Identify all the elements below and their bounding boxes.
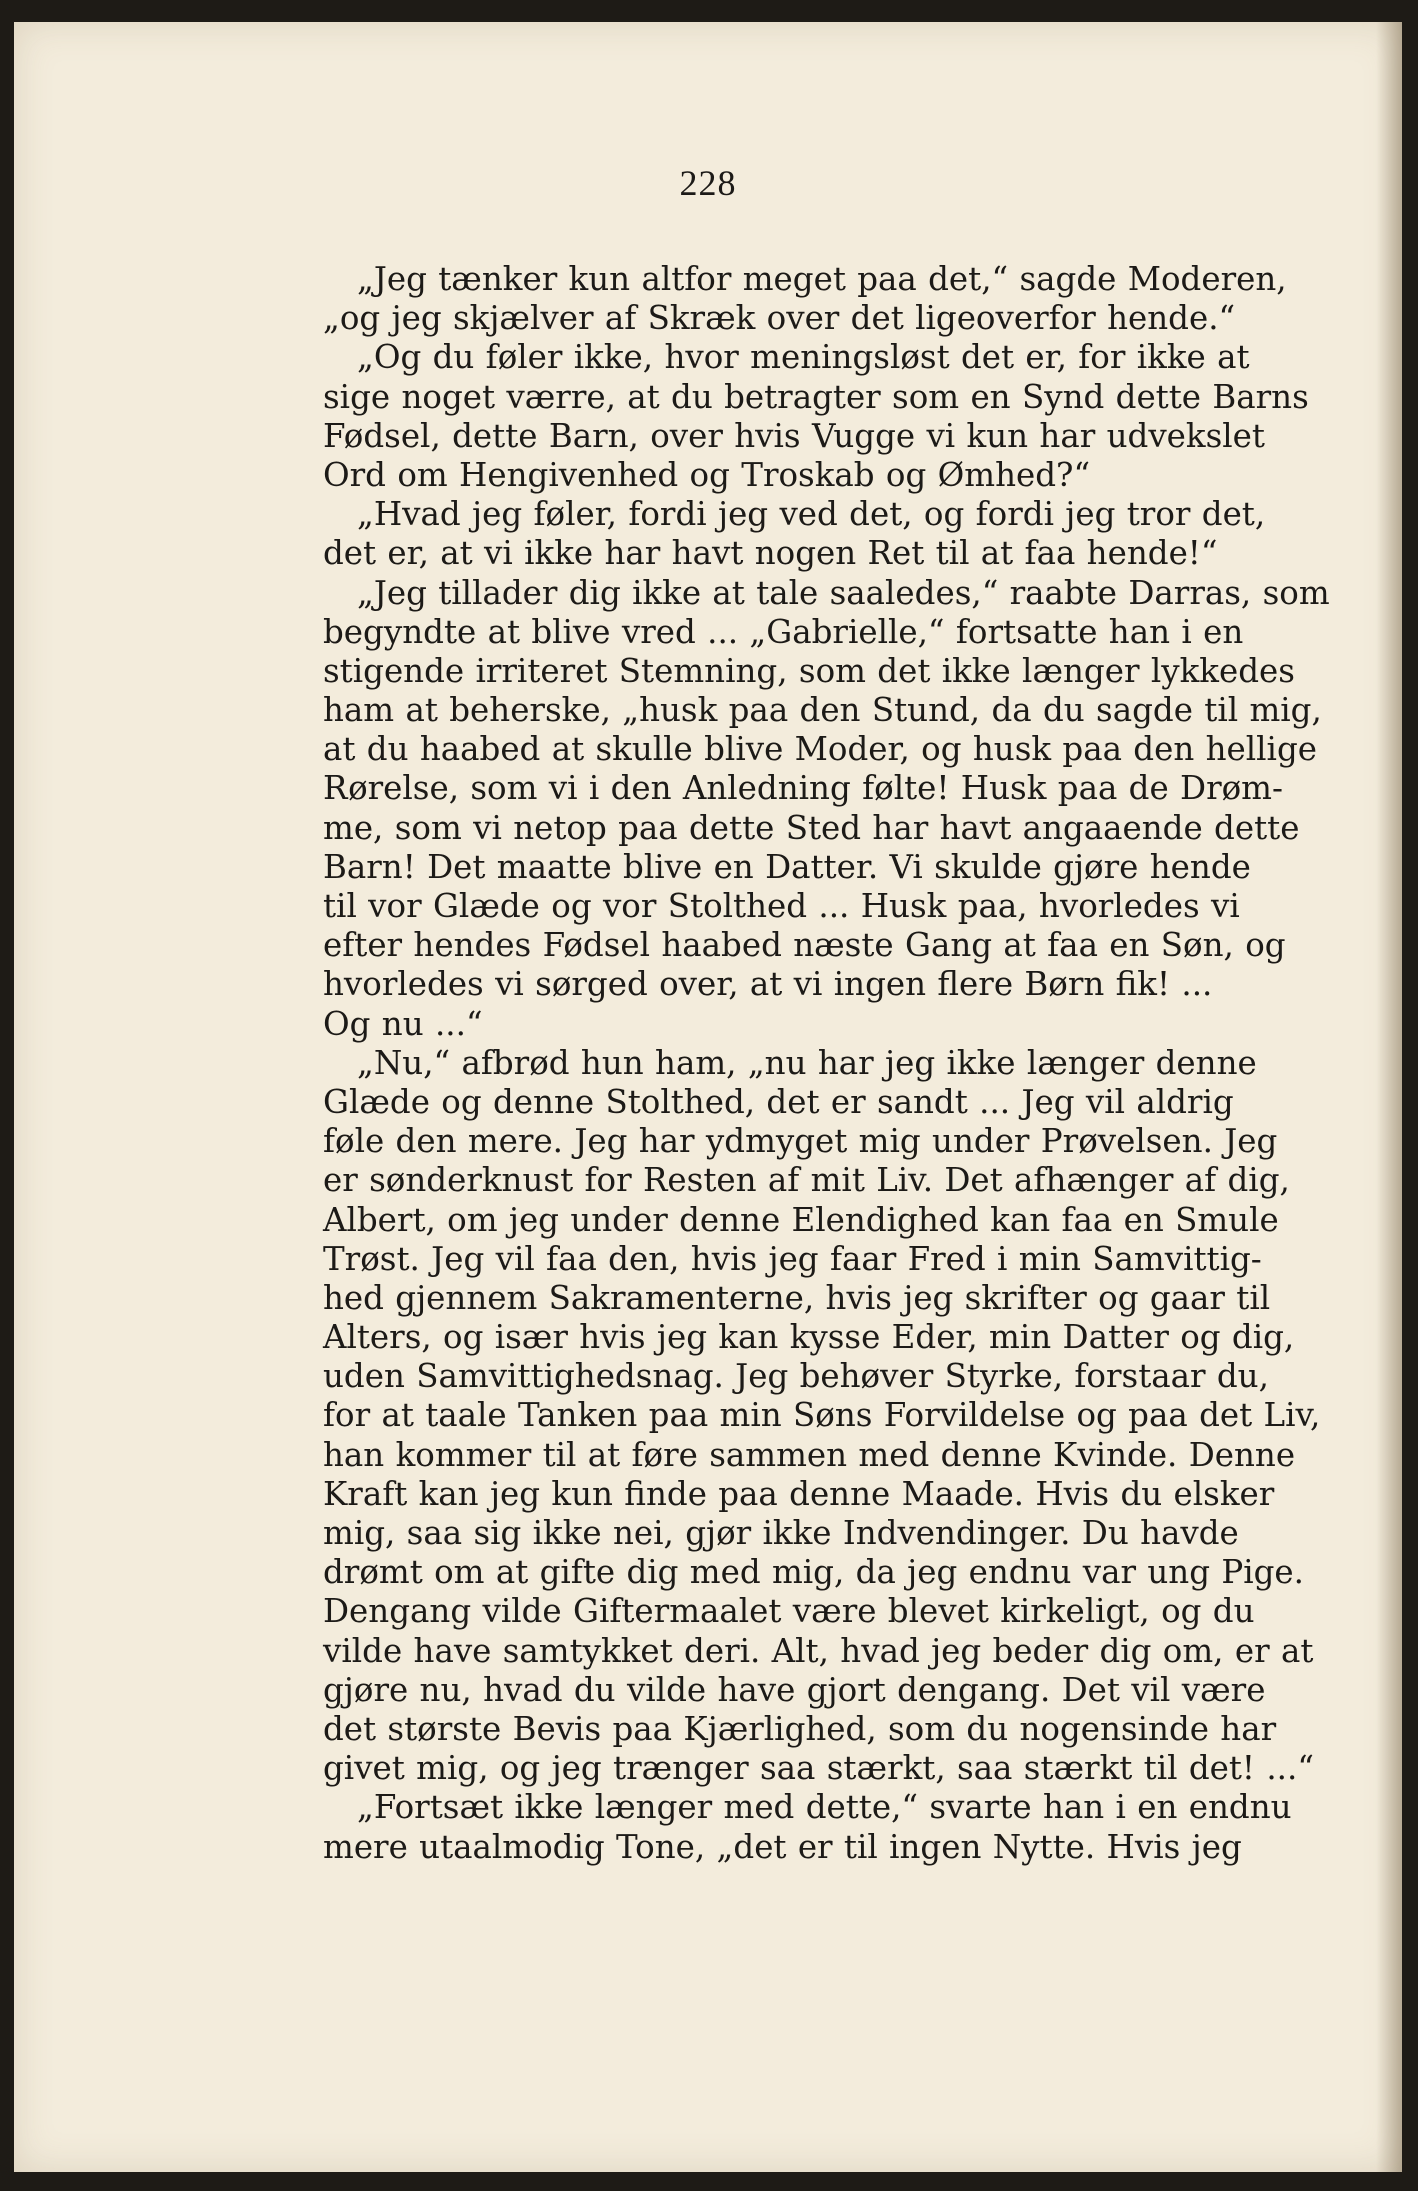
- text-line: han kommer til at føre sammen med denne Kvinde. Denne: [323, 1435, 1296, 1474]
- text-line: givet mig, og jeg trænger saa stærkt, saa stærkt til det! ...“: [323, 1749, 1314, 1788]
- text-line: hvorledes vi sørged over, at vi ingen flere Børn fik! ...: [323, 965, 1213, 1004]
- text-line: Barn! Det maatte blive en Datter. Vi skulde gjøre hende: [323, 847, 1251, 886]
- text-line: at du haabed at skulle blive Moder, og husk paa den hellige: [323, 730, 1317, 769]
- text-line: sige noget værre, at du betragter som en Synd dette Barns: [323, 377, 1309, 416]
- text-line: me, som vi netop paa dette Sted har havt angaaende dette: [323, 808, 1300, 847]
- text-line: „Nu,“ afbrød hun ham, „nu har jeg ikke længer denne: [323, 1043, 1257, 1082]
- text-line: Ord om Hengivenhed og Troskab og Ømhed?“: [323, 455, 1091, 494]
- text-line: „Og du føler ikke, hvor meningsløst det er, for ikke at: [323, 338, 1250, 377]
- text-line: „Fortsæt ikke længer med dette,“ svarte han i en endnu: [323, 1788, 1292, 1827]
- page-number: 228: [679, 163, 737, 203]
- text-line: efter hendes Fødsel haabed næste Gang at faa en Søn, og: [323, 926, 1286, 965]
- text-line: Kraft kan jeg kun finde paa denne Maade. Hvis du elsker: [323, 1474, 1275, 1513]
- text-line: Rørelse, som vi i den Anledning følte! Husk paa de Drøm-: [323, 769, 1283, 808]
- text-line: mig, saa sig ikke nei, gjør ikke Indvendinger. Du havde: [323, 1514, 1239, 1552]
- text-line: begyndte at blive vred ... „Gabrielle,“ fortsatte han i en: [323, 612, 1244, 651]
- text-line: er sønderknust for Resten af mit Liv. Det afhænger af dig,: [323, 1161, 1290, 1200]
- text-line: gjøre nu, hvad du vilde have gjort dengang. Det vil være: [323, 1670, 1266, 1709]
- text-line: for at taale Tanken paa min Søns Forvildelse og paa det Liv,: [323, 1396, 1321, 1435]
- text-line: „Jeg tillader dig ikke at tale saaledes,“ raabte Darras, som: [323, 573, 1330, 612]
- text-line: Alters, og især hvis jeg kan kysse Eder, min Datter og dig,: [323, 1318, 1295, 1357]
- body-text: [323, 260, 1330, 1867]
- text-line: „Jeg tænker kun altfor meget paa det,“ sagde Moderen,: [323, 260, 1287, 298]
- text-line: Og nu ...“: [323, 1004, 483, 1043]
- text-line: ham at beherske, „husk paa den Stund, da du sagde til mig,: [323, 691, 1322, 730]
- binding-gutter: [1376, 22, 1402, 2172]
- text-line: det største Bevis paa Kjærlighed, som du nogensinde har: [323, 1709, 1277, 1748]
- text-line: mere utaalmodig Tone, „det er til ingen Nytte. Hvis jeg: [323, 1827, 1242, 1866]
- text-line: vilde have samtykket deri. Alt, hvad jeg beder dig om, er at: [323, 1631, 1314, 1670]
- text-line: Fødsel, dette Barn, over hvis Vugge vi kun har udvekslet: [323, 416, 1265, 455]
- page-sheet: [14, 22, 1402, 2172]
- text-line: det er, at vi ikke har havt nogen Ret til at faa hende!“: [323, 534, 1218, 573]
- text-line: drømt om at gifte dig med mig, da jeg endnu var ung Pige.: [323, 1553, 1305, 1592]
- text-line: Glæde og denne Stolthed, det er sandt ... Jeg vil aldrig: [323, 1082, 1234, 1121]
- text-line: hed gjennem Sakramenterne, hvis jeg skrifter og gaar til: [323, 1278, 1271, 1317]
- text-line: stigende irriteret Stemning, som det ikke længer lykkedes: [323, 651, 1295, 690]
- text-line: til vor Glæde og vor Stolthed ... Husk paa, hvorledes vi: [323, 887, 1240, 925]
- text-line: Dengang vilde Giftermaalet være blevet kirkeligt, og du: [323, 1592, 1255, 1631]
- text-line: Trøst. Jeg vil faa den, hvis jeg faar Fred i min Samvittig-: [323, 1239, 1262, 1278]
- text-line: „Hvad jeg føler, fordi jeg ved det, og fordi jeg tror det,: [323, 495, 1266, 534]
- text-line: „og jeg skjælver af Skræk over det ligeoverfor hende.“: [323, 299, 1236, 338]
- text-line: uden Samvittighedsnag. Jeg behøver Styrke, forstaar du,: [323, 1357, 1269, 1396]
- text-line: Albert, om jeg under denne Elendighed kan faa en Smule: [323, 1200, 1279, 1239]
- text-line: føle den mere. Jeg har ydmyget mig under Prøvelsen. Jeg: [323, 1122, 1278, 1161]
